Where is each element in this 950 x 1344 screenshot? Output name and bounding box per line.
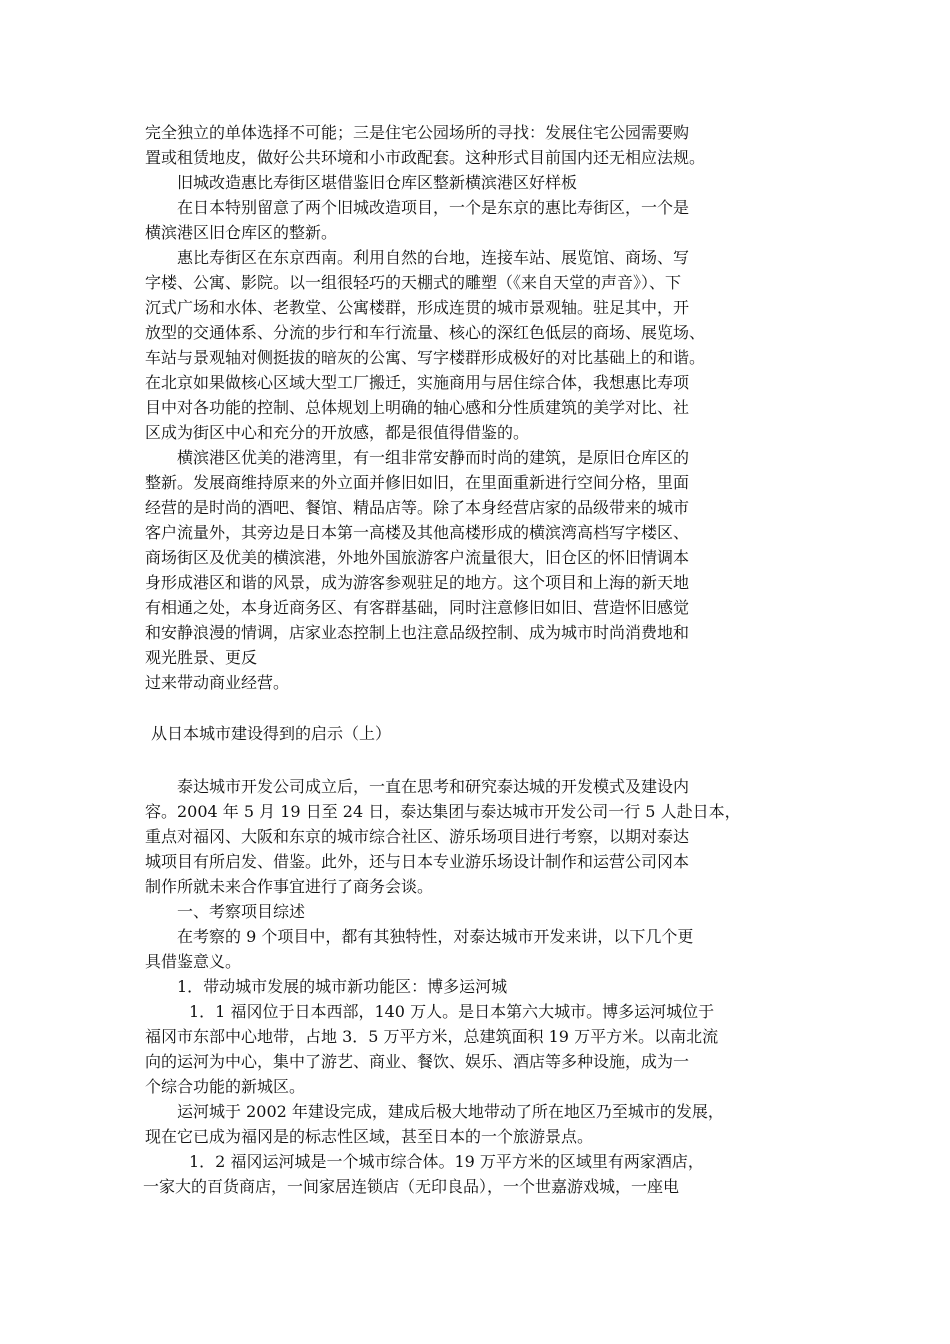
text-line: 在日本特别留意了两个旧城改造项目，一个是东京的惠比寿街区，一个是 — [177, 198, 690, 217]
text-line: 重点对福冈、大阪和东京的城市综合社区、游乐场项目进行考察，以期对泰达 — [145, 827, 690, 846]
section-heading-one: 一、考察项目综述 — [177, 902, 306, 921]
item-heading-1: 1．带动城市发展的城市新功能区：博多运河城 — [177, 977, 508, 996]
text-line: 身形成港区和谐的风景，成为游客参观驻足的地方。这个项目和上海的新天地 — [145, 573, 690, 592]
text-line: 观光胜景、更反 — [145, 648, 258, 667]
text-line: 泰达城市开发公司成立后，一直在思考和研究泰达城的开发模式及建设内 — [177, 777, 690, 796]
article-title: 从日本城市建设得到的启示（上） — [151, 724, 392, 743]
section-heading-old-city: 旧城改造惠比寿街区堪借鉴旧仓库区整新横滨港区好样板 — [177, 173, 578, 192]
text-line: 和安静浪漫的情调，店家业态控制上也注意品级控制、成为城市时尚消费地和 — [145, 623, 690, 642]
text-line: 放型的交通体系、分流的步行和车行流量、核心的深红色低层的商场、展览场、 — [145, 323, 706, 342]
text-line: 运河城于 2002 年建设完成，建成后极大地带动了所在地区乃至城市的发展， — [177, 1102, 724, 1121]
text-line: 个综合功能的新城区。 — [145, 1077, 306, 1096]
text-line: 车站与景观轴对侧挺拔的暗灰的公寓、写字楼群形成极好的对比基础上的和谐。 — [145, 348, 706, 367]
text-line: 横滨港区优美的港湾里，有一组非常安静而时尚的建筑，是原旧仓库区的 — [177, 448, 690, 467]
spacer — [145, 695, 825, 721]
text-line: 字楼、公寓、影院。以一组很轻巧的天棚式的雕塑（《来自天堂的声音》）、下 — [145, 273, 682, 292]
text-line: 商场街区及优美的横滨港，外地外国旅游客户流量很大，旧仓区的怀旧情调本 — [145, 548, 690, 567]
text-line: 惠比寿街区在东京西南。利用自然的台地，连接车站、展览馆、商场、写 — [177, 248, 690, 267]
text-line: 区成为街区中心和充分的开放感，都是很值得借鉴的。 — [145, 423, 530, 442]
text-line: 横滨港区旧仓库区的整新。 — [145, 223, 338, 242]
text-line: 整新。发展商维持原来的外立面并修旧如旧，在里面重新进行空间分格，里面 — [145, 473, 690, 492]
text-line: 容。2004 年 5 月 19 日至 24 日，泰达集团与泰达城市开发公司一行 5 人赴日本， — [145, 802, 741, 821]
text-line: 客户流量外，其旁边是日本第一高楼及其他高楼形成的横滨湾高档写字楼区、 — [145, 523, 690, 542]
document-body — [145, 120, 825, 1199]
text-line: 目中对各功能的控制、总体规划上明确的轴心感和分性质建筑的美学对比、社 — [145, 398, 690, 417]
text-line: 具借鉴意义。 — [145, 952, 242, 971]
text-line: 有相通之处，本身近商务区、有客群基础，同时注意修旧如旧、营造怀旧感觉 — [145, 598, 690, 617]
text-line: 经营的是时尚的酒吧、餐馆、精品店等。除了本身经营店家的品级带来的城市 — [145, 498, 690, 517]
text-line: 1．1 福冈位于日本西部，140 万人。是日本第六大城市。博多运河城位于 — [189, 1002, 715, 1021]
text-line: 向的运河为中心，集中了游艺、商业、餐饮、娱乐、酒店等多种设施，成为一 — [145, 1052, 690, 1071]
text-line: 一家大的百货商店，一间家居连锁店（无印良品），一个世嘉游戏城，一座电 — [143, 1177, 680, 1196]
text-line: 现在它已成为福冈是的标志性区域，甚至日本的一个旅游景点。 — [145, 1127, 594, 1146]
text-line: 沉式广场和水体、老教堂、公寓楼群，形成连贯的城市景观轴。驻足其中，开 — [145, 298, 690, 317]
text-line: 置或租赁地皮，做好公共环境和小市政配套。这种形式目前国内还无相应法规。 — [145, 148, 706, 167]
text-line: 在北京如果做核心区域大型工厂搬迁，实施商用与居住综合体，我想惠比寿项 — [145, 373, 690, 392]
text-line: 在考察的 9 个项目中，都有其独特性，对泰达城市开发来讲，以下几个更 — [177, 927, 694, 946]
text-line: 福冈市东部中心地带，占地 3．5 万平方米，总建筑面积 19 万平方米。以南北流 — [145, 1027, 719, 1046]
text-line: 过来带动商业经营。 — [145, 673, 290, 692]
text-line: 完全独立的单体选择不可能；三是住宅公园场所的寻找：发展住宅公园需要购 — [145, 123, 690, 142]
spacer — [145, 746, 825, 774]
text-line: 制作所就未来合作事宜进行了商务会谈。 — [145, 877, 434, 896]
text-line: 城项目有所启发、借鉴。此外，还与日本专业游乐场设计制作和运营公司冈本 — [145, 852, 690, 871]
text-line: 1．2 福冈运河城是一个城市综合体。19 万平方米的区域里有两家酒店， — [189, 1152, 704, 1171]
